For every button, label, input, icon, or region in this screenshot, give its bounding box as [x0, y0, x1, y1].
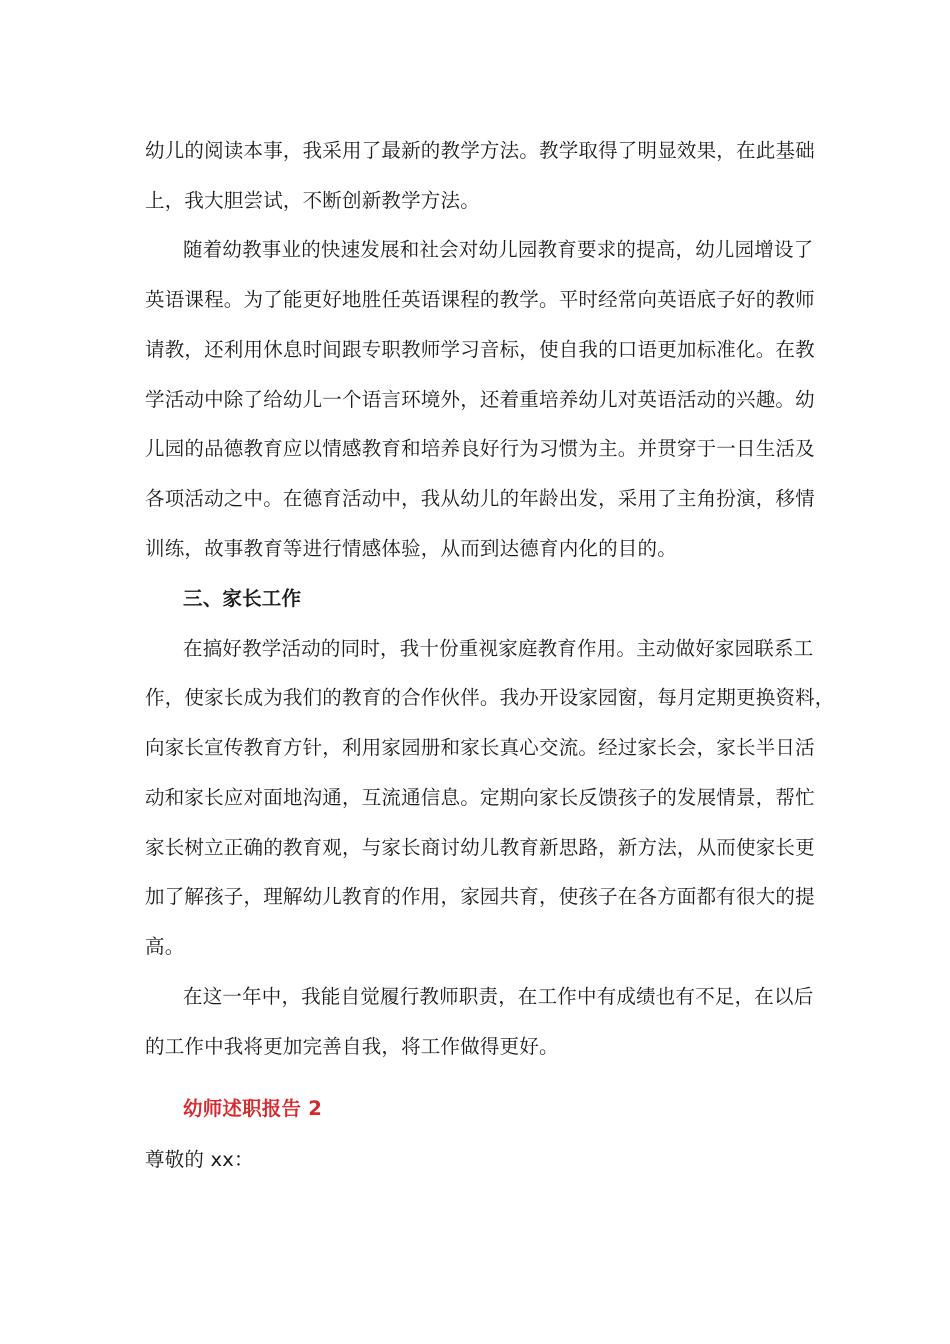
- paragraph-line: 幼儿的阅读本事，我采用了最新的教学方法。教学取得了明显效果，在此基础: [145, 139, 815, 162]
- paragraph-line: 各项活动之中。在德育活动中，我从幼儿的年龄出发，采用了主角扮演，移情: [145, 487, 815, 510]
- report-title: 幼师述职报告 2: [183, 1097, 322, 1120]
- paragraph-line: 动和家长应对面地沟通，互流通信息。定期向家长反馈孩子的发展情景，帮忙: [145, 786, 815, 809]
- paragraph-line: 上，我大胆尝试，不断创新教学方法。: [145, 189, 480, 212]
- paragraph-line: 儿园的品德教育应以情感教育和培养良好行为习惯为主。并贯穿于一日生活及: [145, 437, 815, 460]
- paragraph-line: 在搞好教学活动的同时，我十份重视家庭教育作用。主动做好家园联系工: [183, 637, 814, 660]
- paragraph-line: 训练，故事教育等进行情感体验，从而到达德育内化的目的。: [145, 537, 677, 560]
- paragraph-line: 在这一年中，我能自觉履行教师职责，在工作中有成绩也有不足，在以后: [183, 985, 814, 1008]
- paragraph-line: 英语课程。为了能更好地胜任英语课程的教学。平时经常向英语底子好的教师: [145, 288, 815, 311]
- paragraph-line: 学活动中除了给幼儿一个语言环境外，还着重培养幼儿对英语活动的兴趣。幼: [145, 388, 815, 411]
- paragraph-line: 高。: [145, 935, 185, 958]
- paragraph-line: 的工作中我将更加完善自我，将工作做得更好。: [145, 1035, 559, 1058]
- paragraph-line: 请教，还利用休息时间跟专职教师学习音标，使自我的口语更加标准化。在教: [145, 338, 815, 361]
- paragraph-line: 作，使家长成为我们的教育的合作伙伴。我办开设家园窗，每月定期更换资料，: [145, 686, 835, 709]
- paragraph-line: 加了解孩子，理解幼儿教育的作用，家园共育，使孩子在各方面都有很大的提: [145, 885, 815, 908]
- paragraph-line: 家长树立正确的教育观，与家长商讨幼儿教育新思路，新方法，从而使家长更: [145, 836, 815, 859]
- section-heading: 三、家长工作: [183, 587, 302, 610]
- paragraph-line: 向家长宣传教育方针，利用家园册和家长真心交流。经过家长会，家长半日活: [145, 736, 815, 759]
- salutation: 尊敬的 xx：: [145, 1148, 254, 1171]
- paragraph-line: 随着幼教事业的快速发展和社会对幼儿园教育要求的提高，幼儿园增设了: [183, 238, 814, 261]
